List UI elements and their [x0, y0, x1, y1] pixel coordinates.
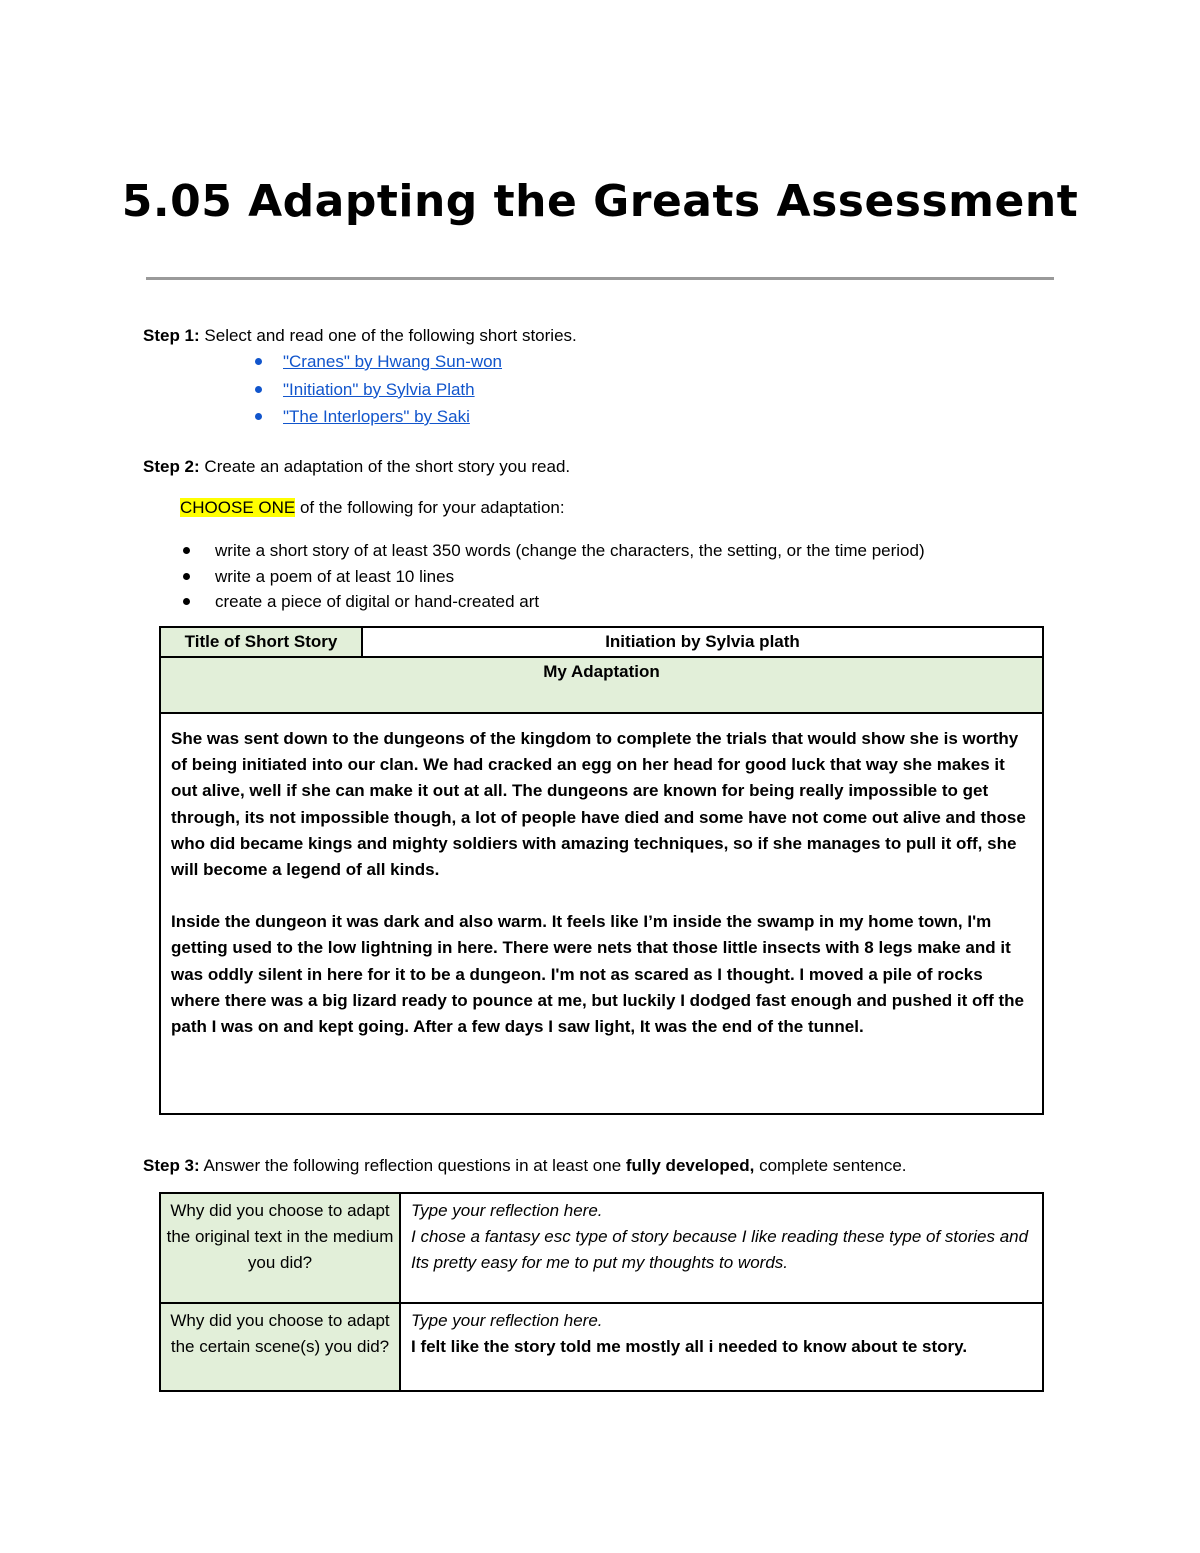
reflection-table	[159, 1192, 1044, 1392]
reflection-question: Why did you choose to adapt the certain scene(s) you did?	[160, 1303, 400, 1391]
step-1-text: Select and read one of the following short stories.	[199, 326, 577, 345]
table-row	[160, 1303, 1043, 1391]
list-item	[255, 403, 502, 431]
step-2-text: Create an adaptation of the short story you read.	[199, 457, 571, 476]
reflection-answer-cell[interactable]	[400, 1193, 1043, 1303]
table-row	[160, 1193, 1043, 1303]
reflection-question: Why did you choose to adapt the original text in the medium you did?	[160, 1193, 400, 1303]
list-item	[183, 589, 925, 615]
bullet-icon	[255, 358, 262, 365]
reflection-placeholder: Type your reflection here.	[411, 1311, 603, 1330]
option-text: write a poem of at least 10 lines	[215, 566, 455, 586]
option-text: create a piece of digital or hand-created art	[215, 592, 540, 611]
bullet-icon	[183, 547, 190, 554]
reflection-answer-cell[interactable]	[400, 1303, 1043, 1391]
link-cranes[interactable]: "Cranes" by Hwang Sun-won	[283, 352, 503, 371]
title-value-cell: Initiation by Sylvia plath	[362, 627, 1043, 657]
title-divider	[146, 277, 1054, 280]
adaptation-paragraph: Inside the dungeon it was dark and also warm. It feels like I’m inside the swamp in my home town, I'm getting used to the low lightning in here. There were nets that those little insects with 8 legs make and it was oddly silent in here for it to be a dungeon. I'm not as scared as I thought. I moved a pile of rocks where there was a big lizard ready to pounce at me, but luckily I dodged fast enough and pushed it off the path I was on and kept going. After a few days I saw light, It was the end of the tunnel.	[171, 912, 1024, 1037]
adaptation-options-list	[183, 538, 925, 615]
choose-rest: of the following for your adaptation:	[295, 498, 565, 517]
step-2-label: Step 2:	[143, 457, 200, 476]
choose-instruction	[180, 498, 565, 518]
adaptation-table	[159, 626, 1044, 1115]
step-3-text-a: Answer the following reflection questions in at least one	[199, 1156, 626, 1175]
my-adaptation-header: My Adaptation	[160, 657, 1043, 713]
bullet-icon	[183, 573, 190, 580]
table-row	[160, 657, 1043, 713]
table-row	[160, 627, 1043, 657]
step-1-label: Step 1:	[143, 326, 200, 345]
table-row	[160, 713, 1043, 1114]
story-link-list	[255, 348, 502, 431]
reflection-answer: I chose a fantasy esc type of story because I like reading these type of stories and Its pretty easy for me to put my thoughts to words.	[411, 1227, 1029, 1272]
step-3-text-b: complete sentence.	[754, 1156, 907, 1175]
reflection-answer: I felt like the story told me mostly all i needed to know about te story.	[411, 1337, 968, 1356]
list-item	[183, 564, 925, 590]
list-item	[183, 538, 925, 564]
step-2-instruction	[143, 457, 570, 477]
option-text: write a short story of at least 350 words (change the characters, the setting, or the time period)	[215, 541, 925, 560]
title-label-cell: Title of Short Story	[160, 627, 362, 657]
adaptation-paragraph: She was sent down to the dungeons of the kingdom to complete the trials that would show she is worthy of being initiated into our clan. We had cracked an egg on her head for good luck that way she makes it out alive, well if she can make it out at all. The dungeons are known for being really impossible to get through, its not impossible though, a lot of people have died and some have not come out alive and those who did became kings and mighty soldiers with amazing techniques, so if she manages to pull it off, she will become a legend of all kinds.	[171, 729, 1026, 880]
link-interlopers[interactable]: "The Interlopers" by Saki	[283, 407, 470, 426]
step-3-label: Step 3:	[143, 1156, 200, 1175]
step-1-instruction	[143, 326, 577, 346]
step-3-bold: fully developed,	[625, 1156, 755, 1175]
list-item	[255, 376, 502, 404]
step-3-instruction	[143, 1156, 907, 1176]
adaptation-text-cell[interactable]	[160, 713, 1043, 1114]
bullet-icon	[255, 386, 262, 393]
reflection-placeholder: Type your reflection here.	[411, 1201, 603, 1220]
list-item	[255, 348, 502, 376]
link-initiation[interactable]: "Initiation" by Sylvia Plath	[283, 379, 475, 399]
page-title: 5.05 Adapting the Greats Assessment	[121, 176, 1079, 227]
bullet-icon	[255, 413, 262, 420]
choose-one-highlight: CHOOSE ONE	[180, 498, 296, 517]
bullet-icon	[183, 598, 190, 605]
